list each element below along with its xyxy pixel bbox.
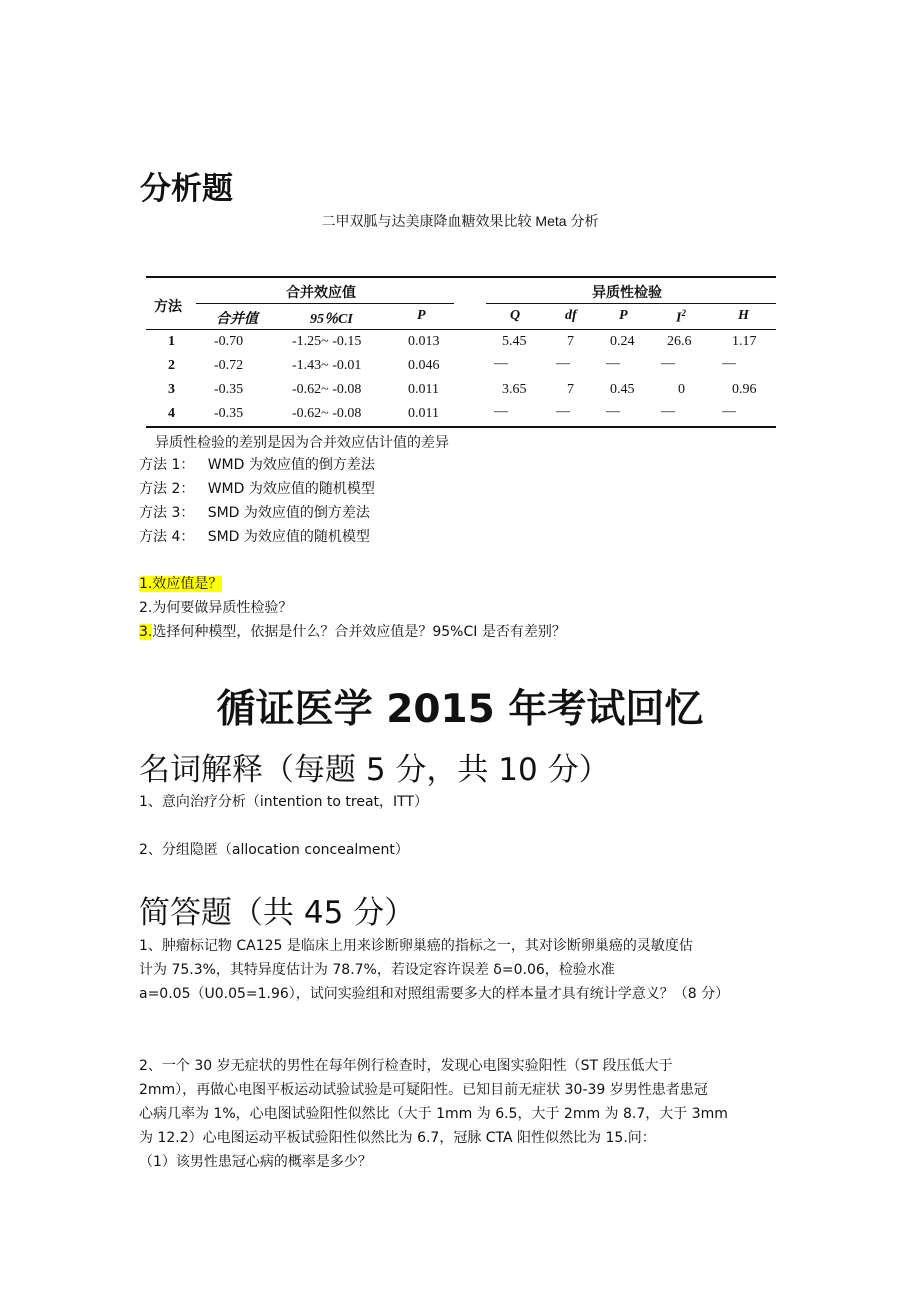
short-q1-line1: 1、肿瘤标记物 CA125 是临床上用来诊断卵巢癌的指标之一，其对诊断卵巢癌的灵敏度估 [139, 938, 693, 954]
header-h: H [738, 308, 749, 323]
row3-i2: 0 [678, 382, 685, 397]
short-q2-line5: （1）该男性患冠心病的概率是多少？ [139, 1154, 372, 1170]
row1-df: 7 [567, 334, 574, 349]
row2-i2: — [661, 356, 675, 371]
term-2: 2、分组隐匿（allocation concealment） [139, 842, 409, 858]
header-pooled-group: 合并效应值 [286, 285, 356, 301]
header-i2-sup: 2 [681, 308, 686, 318]
table-top-rule [146, 276, 776, 278]
row1-p2: 0.24 [610, 334, 635, 349]
section-terms-heading: 名词解释（每题 5 分，共 10 分） [139, 752, 610, 788]
header-p2: P [619, 308, 628, 323]
row2-method: 2 [168, 358, 175, 373]
row1-pooled: -0.70 [214, 334, 244, 349]
header-bottom-rule [146, 329, 776, 330]
row2-p: 0.046 [408, 358, 440, 373]
header-hetero-group: 异质性检验 [592, 285, 662, 301]
heterogeneity-note: 异质性检验的差别是因为合并效应估计值的差异 [155, 435, 449, 451]
method-4: 方法 4： SMD 为效应值的随机模型 [139, 529, 370, 545]
row1-ci: -1.25~ -0.15 [292, 334, 362, 349]
row2-h: — [722, 356, 736, 371]
row3-p2: 0.45 [610, 382, 635, 397]
row4-p: 0.011 [408, 406, 439, 421]
header-p: P [417, 308, 426, 323]
row1-h: 1.17 [732, 334, 757, 349]
row4-method: 4 [168, 406, 175, 421]
row3-h: 0.96 [732, 382, 757, 397]
header-i2 [676, 308, 686, 327]
short-q2-line2: 2mm），再做心电图平板运动试验试验是可疑阳性。已知目前无症状 30-39 岁男性患者患冠 [139, 1082, 708, 1098]
row3-p: 0.011 [408, 382, 439, 397]
row3-method: 3 [168, 382, 175, 397]
header-df: df [565, 308, 577, 323]
method-1: 方法 1： WMD 为效应值的倒方差法 [139, 457, 375, 473]
meta-analysis-table [146, 276, 776, 428]
row4-df: — [556, 404, 570, 419]
short-q2-line3: 心病几率为 1%，心电图试验阳性似然比（大于 1mm 为 6.5，大于 2mm 为 8.7，大于 3mm [139, 1106, 728, 1122]
row3-q: 3.65 [502, 382, 527, 397]
row4-p2: — [606, 404, 620, 419]
question-3-text: 选择何种模型，依据是什么？合并效应值是？95%CI 是否有差别？ [152, 624, 566, 640]
header-ci: 95％CI [310, 312, 353, 327]
question-3-number: 3. [139, 624, 153, 640]
row1-p: 0.013 [408, 334, 440, 349]
row1-method: 1 [168, 334, 175, 349]
row1-q: 5.45 [502, 334, 527, 349]
row4-ci: -0.62~ -0.08 [292, 406, 362, 421]
header-i2-label: I [676, 310, 682, 326]
row2-df: — [556, 356, 570, 371]
question-1 [139, 573, 222, 593]
row2-q: — [494, 356, 508, 371]
row4-i2: — [661, 404, 675, 419]
pooled-group-rule [196, 303, 454, 304]
exam-title: 循证医学 2015 年考试回忆 [216, 687, 704, 732]
row4-pooled: -0.35 [214, 406, 244, 421]
short-q1-line2: 计为 75.3%，其特异度估计为 78.7%，若设定容许误差 δ=0.06，检验水准 [139, 962, 615, 978]
header-q: Q [510, 308, 521, 323]
row2-pooled: -0.72 [214, 358, 244, 373]
header-pooled: 合并值 [216, 311, 258, 327]
row4-q: — [494, 404, 508, 419]
heading-analysis: 分析题 [140, 171, 233, 207]
short-q2-line1: 2、一个 30 岁无症状的男性在每年例行检查时，发现心电图实验阳性（ST 段压低大于 [139, 1058, 673, 1074]
table-caption: 二甲双胍与达美康降血糖效果比较 Meta 分析 [321, 213, 599, 229]
row3-pooled: -0.35 [214, 382, 244, 397]
table-bottom-rule [146, 426, 776, 428]
hetero-group-rule [486, 303, 776, 304]
row3-ci: -0.62~ -0.08 [292, 382, 362, 397]
row2-p2: — [606, 356, 620, 371]
row3-df: 7 [567, 382, 574, 397]
header-method: 方法 [154, 299, 182, 315]
row1-i2: 26.6 [667, 334, 692, 349]
method-2: 方法 2： WMD 为效应值的随机模型 [139, 481, 375, 497]
question-2: 2.为何要做异质性检验？ [139, 600, 293, 616]
section-short-heading: 简答题（共 45 分） [139, 895, 416, 931]
short-q1-line3: a=0.05（U0.05=1.96），试问实验组和对照组需要多大的样本量才具有统计学意义？（8 分） [139, 986, 730, 1002]
term-1: 1、意向治疗分析（intention to treat，ITT） [139, 794, 429, 810]
question-3 [139, 621, 566, 641]
method-3: 方法 3： SMD 为效应值的倒方差法 [139, 505, 370, 521]
row2-ci: -1.43~ -0.01 [292, 358, 362, 373]
short-q2-line4: 为 12.2）心电图运动平板试验阳性似然比为 6.7，冠脉 CTA 阳性似然比为 15.问： [139, 1130, 656, 1146]
question-1-text: 1.效应值是？ [139, 576, 223, 592]
row4-h: — [722, 404, 736, 419]
